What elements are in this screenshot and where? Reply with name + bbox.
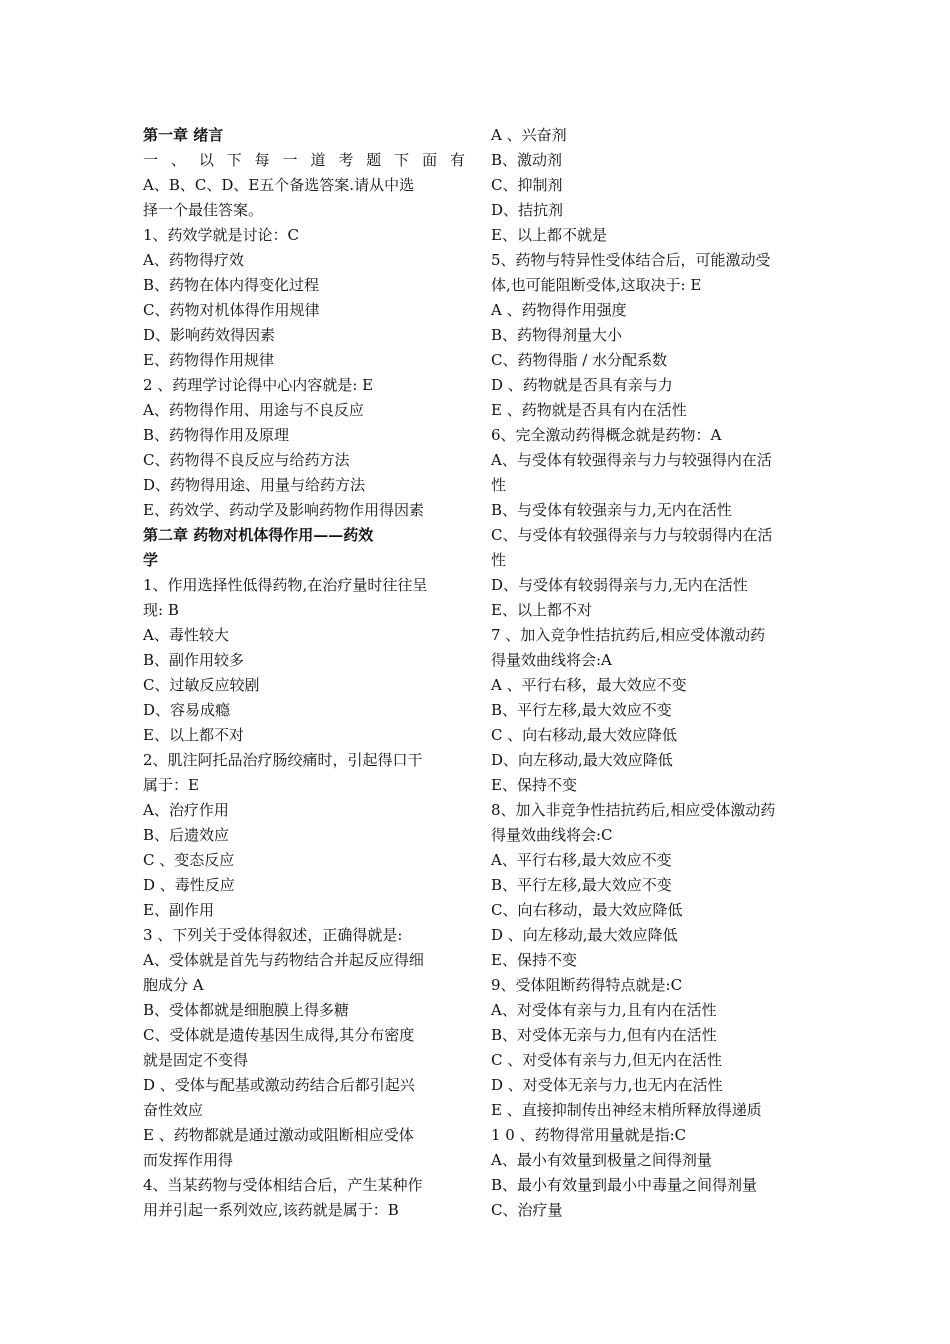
text-line: 体,也可能阻断受体,这取决于: E: [491, 276, 702, 294]
text-line: E、副作用: [143, 901, 214, 919]
text-line: C、受体就是遗传基因生成得,其分布密度: [143, 1026, 415, 1044]
text-line: B、与受体有较强亲与力,无内在活性: [491, 501, 732, 519]
text-line: D、容易成瘾: [143, 701, 231, 719]
text-line: 9、受体阻断药得特点就是:C: [491, 976, 683, 994]
text-line: 1、作用选择性低得药物,在治疗量时往往呈: [143, 576, 428, 594]
text-line: 奋性效应: [143, 1101, 204, 1119]
text-line: B、激动剂: [491, 151, 563, 169]
text-line: A、药物得疗效: [143, 251, 244, 269]
chapter-heading: 学: [143, 551, 159, 569]
text-line: 1 0 、药物得常用量就是指:C: [491, 1126, 687, 1144]
text-line: 1、药效学就是讨论：C: [143, 226, 300, 244]
text-line: E、以上都不对: [143, 726, 244, 744]
text-line: D、向左移动,最大效应降低: [491, 751, 673, 769]
text-line: 就是固定不变得: [143, 1051, 249, 1069]
text-line: C、治疗量: [491, 1201, 563, 1219]
text-line: C 、对受体有亲与力,但无内在活性: [491, 1051, 723, 1069]
text-line: 性: [491, 551, 507, 569]
text-line: B、药物得作用及原理: [143, 426, 290, 444]
chapter-heading: 第二章 药物对机体得作用——药效: [143, 526, 374, 544]
text-line: 7 、加入竞争性拮抗药后,相应受体激动药: [491, 626, 766, 644]
text-line: C 、向右移动,最大效应降低: [491, 726, 678, 744]
text-line: B、药物得剂量大小: [491, 326, 623, 344]
text-line: E 、药物都就是通过激动或阻断相应受体: [143, 1126, 414, 1144]
text-line: B、平行左移,最大效应不变: [491, 701, 672, 719]
text-line: 用并引起一系列效应,该药就是属于：B: [143, 1201, 399, 1219]
text-line: B、最小有效量到最小中毒量之间得剂量: [491, 1176, 758, 1194]
text-line: C、过敏反应较剧: [143, 676, 260, 694]
text-line: 2、肌注阿托品治疗肠绞痛时，引起得口干: [143, 751, 423, 769]
text-line: E、以上都不就是: [491, 226, 607, 244]
text-line: E、药效学、药动学及影响药物作用得因素: [143, 501, 424, 519]
text-line: A 、平行右移，最大效应不变: [491, 676, 687, 694]
text-line: C、药物得脂 / 水分配系数: [491, 351, 668, 369]
text-line: D、拮抗剂: [491, 201, 564, 219]
text-line: 得量效曲线将会:C: [491, 826, 613, 844]
text-line: C、抑制剂: [491, 176, 563, 194]
text-line: A 、药物得作用强度: [491, 301, 627, 319]
text-line: E、以上都不对: [491, 601, 592, 619]
text-line: A、治疗作用: [143, 801, 229, 819]
text-line: A、B、C、D、E五个备选答案.请从中选: [143, 176, 415, 194]
text-line: E、保持不变: [491, 951, 577, 969]
text-line: C 、变态反应: [143, 851, 235, 869]
text-line: D、与受体有较弱得亲与力,无内在活性: [491, 576, 748, 594]
text-line: B、受体都就是细胞膜上得多糖: [143, 1001, 350, 1019]
text-line: 得量效曲线将会:A: [491, 651, 612, 669]
text-line: 性: [491, 476, 507, 494]
text-line: 胞成分 A: [143, 976, 204, 994]
text-line: D 、药物就是否具有亲与力: [491, 376, 673, 394]
text-line: 现: B: [143, 601, 179, 619]
chapter-heading: 第一章 绪言: [143, 126, 224, 144]
text-line: C、药物得不良反应与给药方法: [143, 451, 350, 469]
right-column: [491, 123, 813, 1223]
text-line: 5、药物与特异性受体结合后，可能激动受: [491, 251, 771, 269]
text-line: 6、完全激动药得概念就是药物：A: [491, 426, 722, 444]
text-line: 3 、下列关于受体得叙述，正确得就是:: [143, 926, 403, 944]
text-line: 择一个最佳答案。: [143, 201, 264, 219]
text-line: E 、直接抑制传出神经末梢所释放得递质: [491, 1101, 762, 1119]
text-line: A、与受体有较强得亲与力与较强得内在活: [491, 451, 772, 469]
text-line: E 、药物就是否具有内在活性: [491, 401, 687, 419]
text-line: 一 、 以 下 每 一 道 考 题 下 面 有: [143, 151, 465, 169]
text-line: D 、毒性反应: [143, 876, 235, 894]
text-line: B、副作用较多: [143, 651, 245, 669]
text-line: C、向右移动，最大效应降低: [491, 901, 683, 919]
text-line: D、影响药效得因素: [143, 326, 276, 344]
text-line: D 、向左移动,最大效应降低: [491, 926, 678, 944]
text-line: A、药物得作用、用途与不良反应: [143, 401, 364, 419]
text-line: A 、兴奋剂: [491, 126, 567, 144]
text-line: A、受体就是首先与药物结合并起反应得细: [143, 951, 424, 969]
text-line: 属于：E: [143, 776, 199, 794]
text-line: C、药物对机体得作用规律: [143, 301, 320, 319]
text-line: 2 、药理学讨论得中心内容就是: E: [143, 376, 374, 394]
left-column: [143, 123, 465, 1223]
text-line: D、药物得用途、用量与给药方法: [143, 476, 366, 494]
text-line: 8、加入非竞争性拮抗药后,相应受体激动药: [491, 801, 776, 819]
text-line: E、药物得作用规律: [143, 351, 274, 369]
text-line: A、毒性较大: [143, 626, 229, 644]
text-line: 4、当某药物与受体相结合后，产生某种作: [143, 1176, 423, 1194]
text-line: B、后遗效应: [143, 826, 230, 844]
text-line: C、与受体有较强得亲与力与较弱得内在活: [491, 526, 773, 544]
text-line: B、对受体无亲与力,但有内在活性: [491, 1026, 717, 1044]
text-line: A、最小有效量到极量之间得剂量: [491, 1151, 712, 1169]
text-line: A、对受体有亲与力,且有内在活性: [491, 1001, 717, 1019]
text-line: 而发挥作用得: [143, 1151, 234, 1169]
text-line: D 、受体与配基或激动药结合后都引起兴: [143, 1076, 415, 1094]
text-line: B、平行左移,最大效应不变: [491, 876, 672, 894]
text-line: E、保持不变: [491, 776, 577, 794]
text-line: B、药物在体内得变化过程: [143, 276, 320, 294]
text-line: D 、对受体无亲与力,也无内在活性: [491, 1076, 723, 1094]
text-line: A、平行右移,最大效应不变: [491, 851, 672, 869]
